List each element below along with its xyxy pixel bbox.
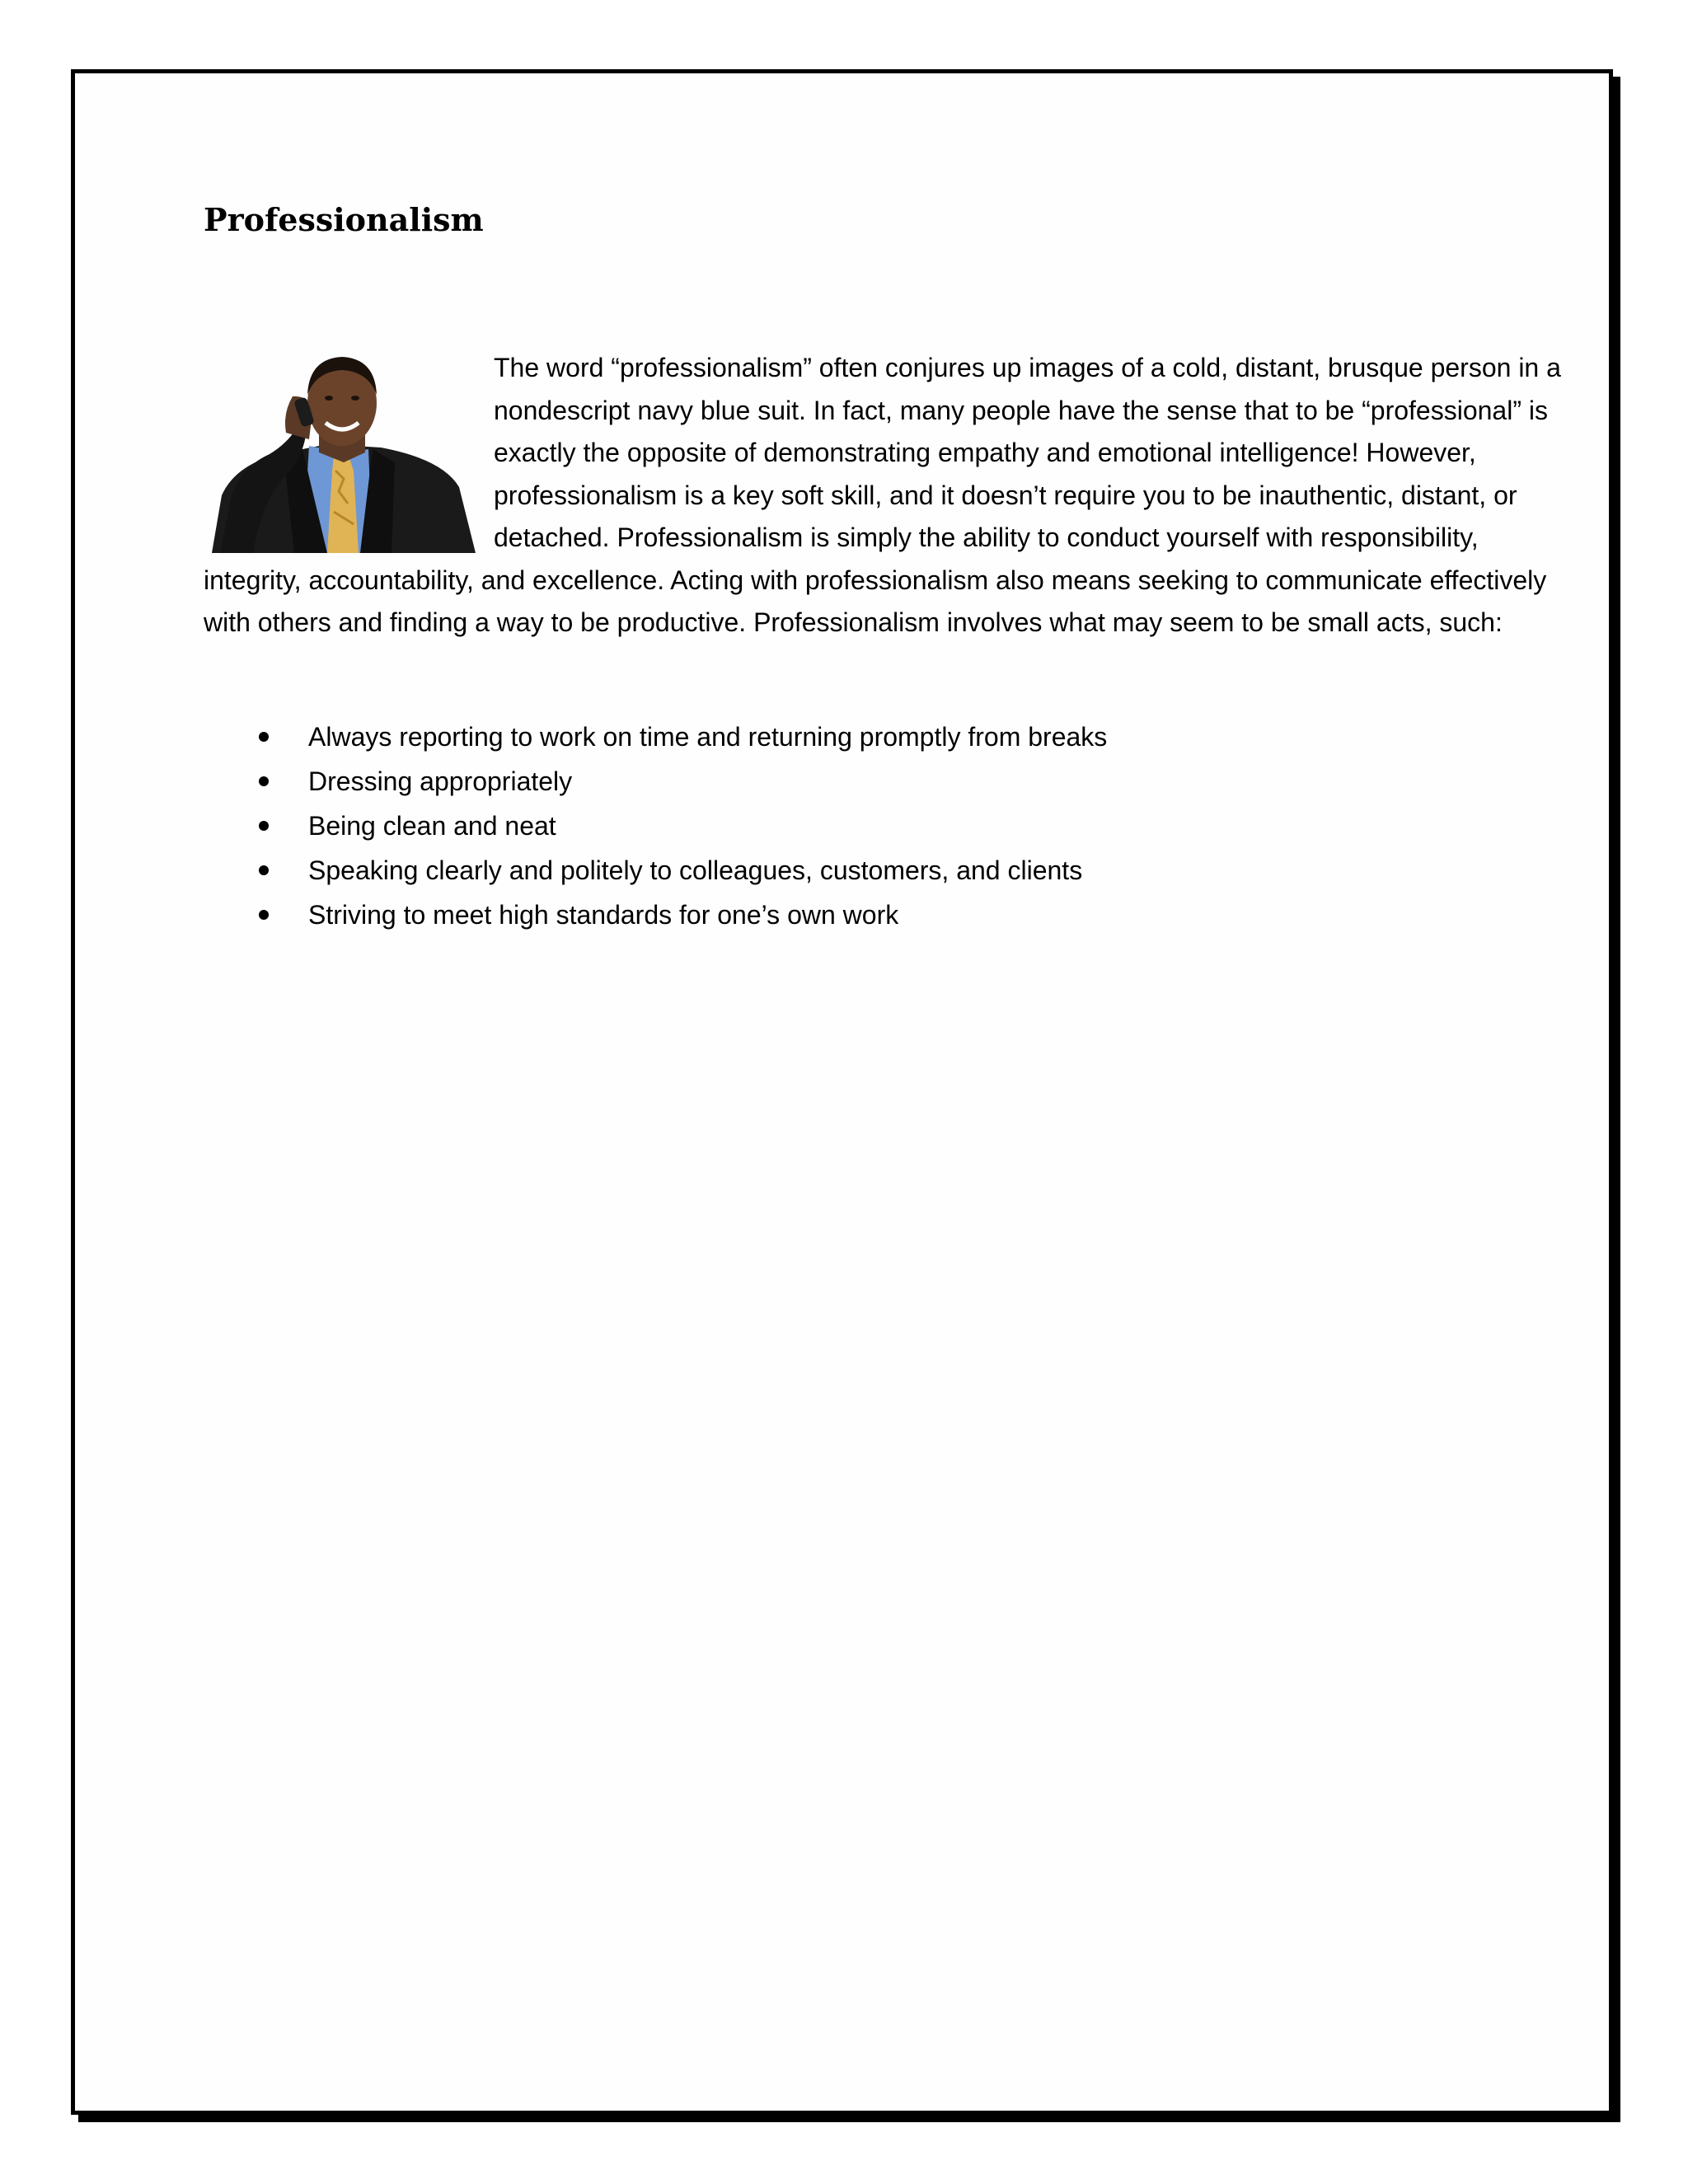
bullet-icon xyxy=(259,732,269,742)
list-item xyxy=(204,759,1107,804)
bullet-icon xyxy=(259,821,269,831)
list-item-text: Speaking clearly and politely to colleagues, customers, and clients xyxy=(308,855,1083,885)
list-item-text: Dressing appropriately xyxy=(308,766,573,796)
list-item-text: Being clean and neat xyxy=(308,811,556,841)
section-heading: Professionalism xyxy=(204,201,484,238)
page-frame xyxy=(71,69,1613,2115)
bullet-icon xyxy=(259,910,269,920)
businessman-photo xyxy=(204,347,484,553)
intro-paragraph-block xyxy=(204,347,1572,644)
list-item xyxy=(204,848,1107,893)
list-item-text: Always reporting to work on time and returning promptly from breaks xyxy=(308,722,1108,752)
list-item xyxy=(204,804,1107,848)
list-item xyxy=(204,715,1107,759)
list-item xyxy=(204,893,1107,937)
bullet-icon xyxy=(259,865,269,875)
list-item-text: Striving to meet high standards for one’s own work xyxy=(308,900,899,930)
bullet-icon xyxy=(259,776,269,786)
bullet-list xyxy=(204,715,1107,937)
intro-paragraph: The word “professionalism” often conjures up images of a cold, distant, brusque person in a nondescript navy blue suit. In fact, many people have the sense that to be “professional” is exactly the opposite of demonstrating empathy and emotional intelligence! However, professionalism is a key soft skill, and it doesn’t require you to be inauthentic, distant, or detached. Professionalism is simply the ability to conduct yourself with responsibility, integrity, accountability, and excellence. Acting with professionalism also means seeking to communicate effectively with others and finding a way to be productive. Professionalism involves what may seem to be small acts, such: xyxy=(204,353,1561,637)
